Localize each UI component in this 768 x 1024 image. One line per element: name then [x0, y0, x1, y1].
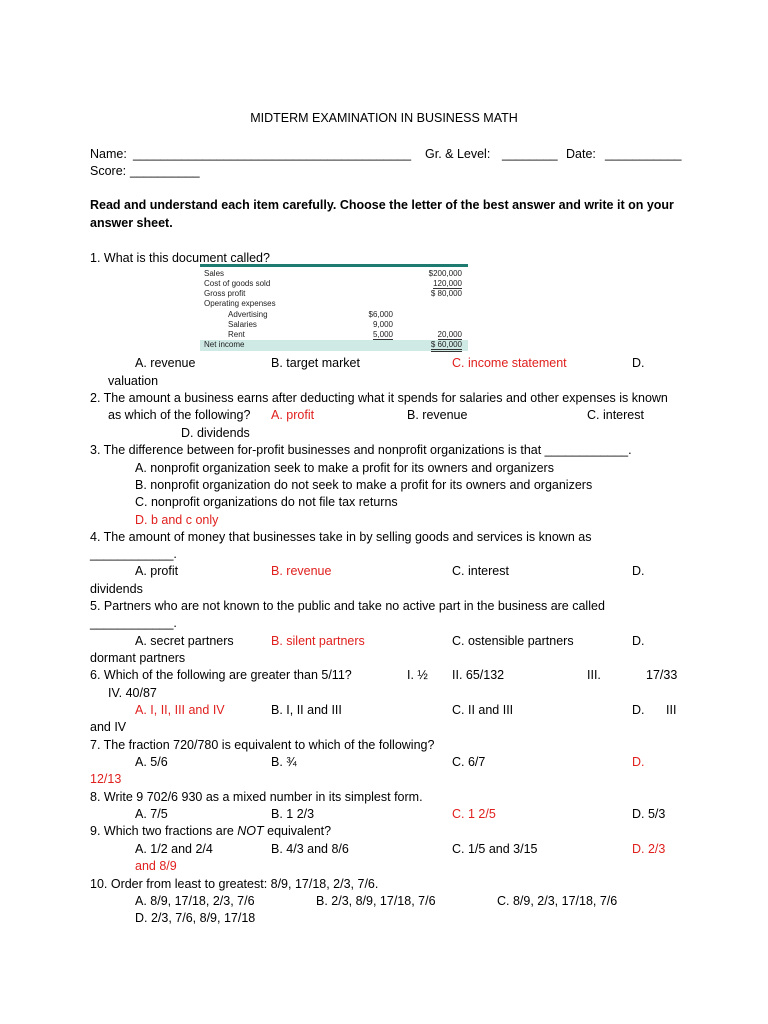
fs-row: [200, 320, 468, 330]
question-4-stem: 4. The amount of money that businesses take in by selling goods and services is known as: [90, 530, 592, 544]
date-blank: ___________: [605, 147, 682, 161]
question-2-stem-cont: as which of the following?: [108, 408, 251, 422]
fs-col2: $ 80,000: [430, 289, 462, 298]
fs-row: [200, 279, 468, 289]
fs-row-net-income: [200, 340, 468, 351]
q9-option-d: D. 2/3: [632, 842, 666, 856]
fs-row: [200, 330, 468, 340]
question-4-blank: ____________.: [90, 547, 177, 561]
q4-option-d-cont: dividends: [90, 582, 143, 596]
grade-blank: ________: [502, 147, 558, 161]
fs-label: Advertising: [228, 310, 268, 319]
q6-item-iii: III.: [587, 668, 601, 682]
fs-col2: 120,000: [433, 279, 462, 288]
q10-option-c: C. 8/9, 2/3, 17/18, 7/6: [497, 894, 618, 908]
score-blank: __________: [130, 164, 200, 178]
q2-option-c: C. interest: [587, 408, 644, 422]
q8-option-a: A. 7/5: [135, 807, 168, 821]
instructions-line-2: answer sheet.: [90, 216, 173, 230]
q8-option-b: B. 1 2/3: [271, 807, 315, 821]
q9-stem-emphasis: NOT: [237, 824, 264, 838]
q10-option-a: A. 8/9, 17/18, 2/3, 7/6: [135, 894, 255, 908]
q9-option-d-cont: and 8/9: [135, 859, 177, 873]
q1-option-a: A. revenue: [135, 356, 196, 370]
q6-option-b: B. I, II and III: [271, 703, 342, 717]
fs-label: Gross profit: [204, 289, 246, 298]
question-6-stem: 6. Which of the following are greater than 5/11?: [90, 668, 352, 682]
q9-stem-pre: 9. Which two fractions are: [90, 824, 238, 838]
fs-col1: 5,000: [372, 330, 393, 339]
page-title: MIDTERM EXAMINATION IN BUSINESS MATH: [250, 111, 518, 125]
question-1-stem: 1. What is this document called?: [90, 251, 270, 265]
q4-option-a: A. profit: [135, 564, 179, 578]
q6-option-d: D.: [632, 703, 645, 717]
q6-item-iii-value: 17/33: [646, 668, 678, 682]
q2-option-d: D. dividends: [181, 426, 250, 440]
q9-option-b: B. 4/3 and 8/6: [271, 842, 349, 856]
question-8-stem: 8. Write 9 702/6 930 as a mixed number in its simplest form.: [90, 790, 423, 804]
fs-label: Cost of goods sold: [204, 279, 271, 288]
fs-row: [200, 299, 468, 309]
fs-col1: $6,000: [368, 310, 393, 319]
fs-label: Salaries: [228, 320, 257, 329]
q5-option-d-cont: dormant partners: [90, 651, 186, 665]
fs-col1: 9,000: [372, 320, 393, 329]
question-2-stem: 2. The amount a business earns after deducting what it spends for salaries and other expenses is known: [90, 391, 668, 405]
q8-option-c: C. 1 2/5: [452, 807, 496, 821]
q9-stem-post: equivalent?: [263, 824, 332, 838]
q6-item-ii: II. 65/132: [452, 668, 505, 682]
q5-option-b: B. silent partners: [271, 634, 365, 648]
income-statement-image: [200, 264, 468, 353]
fs-label: Net income: [204, 340, 245, 349]
q7-option-a: A. 5/6: [135, 755, 168, 769]
score-label: Score:: [90, 164, 127, 178]
date-label: Date:: [566, 147, 596, 161]
q8-option-d: D. 5/3: [632, 807, 666, 821]
q3-option-d: D. b and c only: [135, 513, 219, 527]
question-5-stem: 5. Partners who are not known to the public and take no active part in the business are called: [90, 599, 605, 613]
q6-option-c: C. II and III: [452, 703, 514, 717]
question-9-stem: [90, 824, 331, 838]
fs-label: Rent: [228, 330, 245, 339]
q6-option-a: A. I, II, III and IV: [135, 703, 225, 717]
q9-option-c: C. 1/5 and 3/15: [452, 842, 538, 856]
fs-label: Sales: [204, 269, 225, 278]
q6-item-i: I. ½: [407, 668, 428, 682]
q10-option-d: D. 2/3, 7/6, 8/9, 17/18: [135, 911, 256, 925]
question-10-stem: 10. Order from least to greatest: 8/9, 17/18, 2/3, 7/6.: [90, 877, 379, 891]
fs-label: Operating expenses: [204, 299, 276, 308]
q2-option-a: A. profit: [271, 408, 315, 422]
q1-option-b: B. target market: [271, 356, 360, 370]
name-label: Name:: [90, 147, 127, 161]
q3-option-a: A. nonprofit organization seek to make a profit for its owners and organizers: [135, 461, 554, 475]
q4-option-d: D.: [632, 564, 645, 578]
q4-option-c: C. interest: [452, 564, 509, 578]
q4-option-b: B. revenue: [271, 564, 332, 578]
q2-option-b: B. revenue: [407, 408, 468, 422]
fs-row: [200, 289, 468, 299]
q1-option-c: C. income statement: [452, 356, 567, 370]
fs-col2: $ 60,000: [431, 340, 462, 352]
fs-col2: $200,000: [428, 269, 462, 278]
q9-option-a: A. 1/2 and 2/4: [135, 842, 213, 856]
grade-label: Gr. & Level:: [425, 147, 491, 161]
q1-option-d: D.: [632, 356, 645, 370]
q1-option-d-cont: valuation: [108, 374, 159, 388]
q10-option-b: B. 2/3, 8/9, 17/18, 7/6: [316, 894, 436, 908]
fs-row: [200, 269, 468, 279]
fs-row: [200, 310, 468, 320]
q5-option-c: C. ostensible partners: [452, 634, 574, 648]
question-5-blank: ____________.: [90, 616, 177, 630]
fs-col2: 20,000: [437, 330, 462, 339]
question-7-stem: 7. The fraction 720/780 is equivalent to which of the following?: [90, 738, 435, 752]
q5-option-a: A. secret partners: [135, 634, 234, 648]
question-3-stem: 3. The difference between for-profit businesses and nonprofit organizations is that ____________.: [90, 443, 632, 457]
name-blank: ________________________________________: [133, 147, 412, 161]
q7-option-d: D.: [632, 755, 645, 769]
q7-option-c: C. 6/7: [452, 755, 486, 769]
q6-option-d-value: III: [666, 703, 677, 717]
q6-item-iv: IV. 40/87: [108, 686, 157, 700]
q3-option-b: B. nonprofit organization do not seek to make a profit for its owners and organizers: [135, 478, 593, 492]
q7-option-d-cont: 12/13: [90, 772, 122, 786]
q5-option-d: D.: [632, 634, 645, 648]
instructions-line-1: Read and understand each item carefully. Choose the letter of the best answer and write it on your: [90, 198, 674, 212]
q7-option-b: B. ¾: [271, 755, 297, 769]
q3-option-c: C. nonprofit organizations do not file tax returns: [135, 495, 398, 509]
q6-option-d-cont: and IV: [90, 720, 127, 734]
